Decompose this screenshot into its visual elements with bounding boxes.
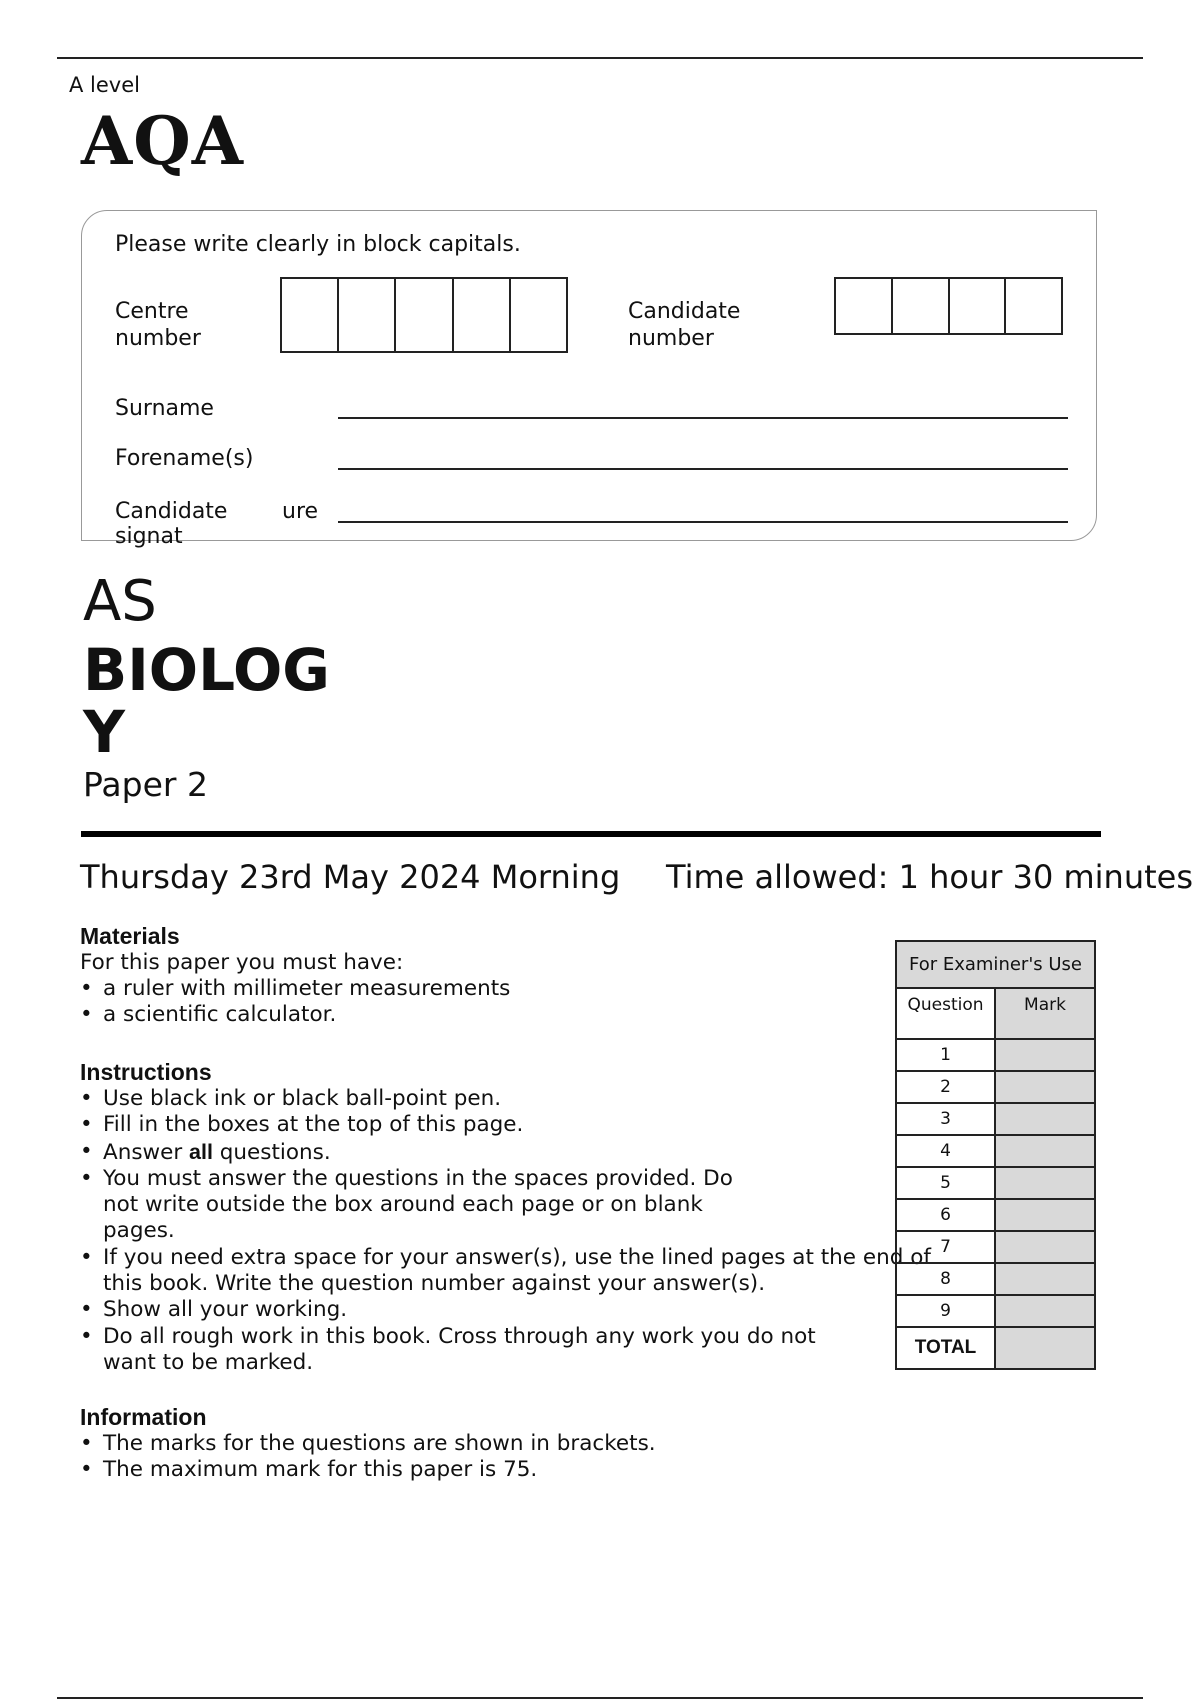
examiner-table-row [897, 1104, 1094, 1136]
aqa-logo: AQA [81, 102, 244, 180]
materials-item: • a ruler with millimeter measurements [103, 976, 840, 1002]
question-number: 2 [897, 1072, 996, 1102]
candidate-number-boxes [834, 277, 1063, 335]
forenames-label: Forename(s) [115, 446, 254, 471]
examiner-table-row [897, 1200, 1094, 1232]
information-item: • The maximum mark for this paper is 75. [103, 1457, 840, 1483]
centre-number-digit-box[interactable] [454, 279, 511, 351]
mark-column-header: Mark [996, 989, 1094, 1038]
mark-cell [996, 1296, 1094, 1326]
question-number: 9 [897, 1296, 996, 1326]
time-allowed: Time allowed: 1 hour 30 minutes [666, 858, 1193, 896]
centre-number-digit-box[interactable] [282, 279, 339, 351]
instructions-item: • Use black ink or black ball-point pen. [103, 1086, 950, 1112]
candidate-number-digit-box[interactable] [836, 279, 893, 333]
question-column-header: Question [897, 989, 996, 1038]
mark-cell [996, 1200, 1094, 1230]
examiner-table-row [897, 1296, 1094, 1328]
instructions-item: • Fill in the boxes at the top of this page. [103, 1112, 950, 1138]
mark-cell [996, 1232, 1094, 1262]
examiner-table-header-row [897, 989, 1094, 1040]
instructions-item: • Answer all questions. [103, 1139, 950, 1166]
candidate-number-digit-box[interactable] [1006, 279, 1061, 333]
top-rule [57, 57, 1143, 59]
forenames-line[interactable] [338, 468, 1068, 470]
materials-intro: For this paper you must have: [80, 950, 404, 975]
total-mark-cell [996, 1328, 1094, 1368]
information-section [80, 1404, 840, 1484]
examiner-table-row [897, 1040, 1094, 1072]
materials-title: Materials [80, 923, 180, 949]
mark-cell [996, 1104, 1094, 1134]
question-number: 7 [897, 1232, 996, 1262]
mark-cell [996, 1168, 1094, 1198]
examiner-table-row [897, 1072, 1094, 1104]
examiner-table-row [897, 1232, 1094, 1264]
candidate-details-box [81, 210, 1097, 541]
block-capitals-instruction: Please write clearly in block capitals. [115, 232, 521, 257]
surname-label: Surname [115, 396, 214, 421]
candidate-number-label: Candidate number [628, 299, 741, 351]
candidate-number-digit-box[interactable] [893, 279, 950, 333]
centre-number-digit-box[interactable] [511, 279, 566, 351]
subject-level: AS [83, 569, 157, 634]
centre-number-digit-box[interactable] [396, 279, 453, 351]
question-number: 3 [897, 1104, 996, 1134]
materials-section [80, 923, 840, 1029]
centre-number-label: Centre number [115, 299, 201, 351]
examiner-table-title: For Examiner's Use [897, 942, 1094, 989]
exam-date: Thursday 23rd May 2024 Morning [80, 858, 621, 896]
information-title: Information [80, 1404, 207, 1430]
instructions-section [80, 1059, 950, 1376]
subject-title: BIOLOGY [83, 636, 330, 766]
examiner-table-row [897, 1264, 1094, 1296]
instructions-item: • If you need extra space for your answer(s), use the lined pages at the end of this book. Write the question number against your answer(s). [103, 1245, 953, 1298]
examiner-table-row [897, 1136, 1094, 1168]
question-number: 1 [897, 1040, 996, 1070]
question-number: 6 [897, 1200, 996, 1230]
mark-cell [996, 1040, 1094, 1070]
total-label: TOTAL [897, 1328, 996, 1368]
instructions-item: • You must answer the questions in the spaces provided. Do not write outside the box around each page or on blank pages. [103, 1166, 763, 1245]
candidate-number-digit-box[interactable] [950, 279, 1007, 333]
mark-cell [996, 1136, 1094, 1166]
mark-cell [996, 1264, 1094, 1294]
signature-line[interactable] [338, 521, 1068, 523]
paper-number: Paper 2 [83, 765, 208, 804]
question-number: 5 [897, 1168, 996, 1198]
question-number: 8 [897, 1264, 996, 1294]
signature-label: Candidate signat [115, 499, 228, 549]
emphasis-all: all [189, 1139, 213, 1164]
centre-number-boxes [280, 277, 568, 353]
qualification-level: A level [69, 73, 140, 97]
information-item: • The marks for the questions are shown in brackets. [103, 1431, 840, 1457]
surname-line[interactable] [338, 417, 1068, 419]
signature-label-suffix: ure [282, 499, 319, 524]
section-rule [81, 831, 1101, 837]
materials-item: • a scientific calculator. [103, 1002, 840, 1028]
mark-cell [996, 1072, 1094, 1102]
examiner-use-table [895, 940, 1096, 1370]
centre-number-digit-box[interactable] [339, 279, 396, 351]
examiner-table-row [897, 1168, 1094, 1200]
bottom-rule [57, 1697, 1143, 1699]
question-number: 4 [897, 1136, 996, 1166]
instructions-item: • Show all your working. [103, 1297, 950, 1323]
instructions-item: • Do all rough work in this book. Cross through any work you do not want to be marked. [103, 1324, 823, 1377]
instructions-title: Instructions [80, 1059, 212, 1085]
examiner-table-total-row [897, 1328, 1094, 1368]
